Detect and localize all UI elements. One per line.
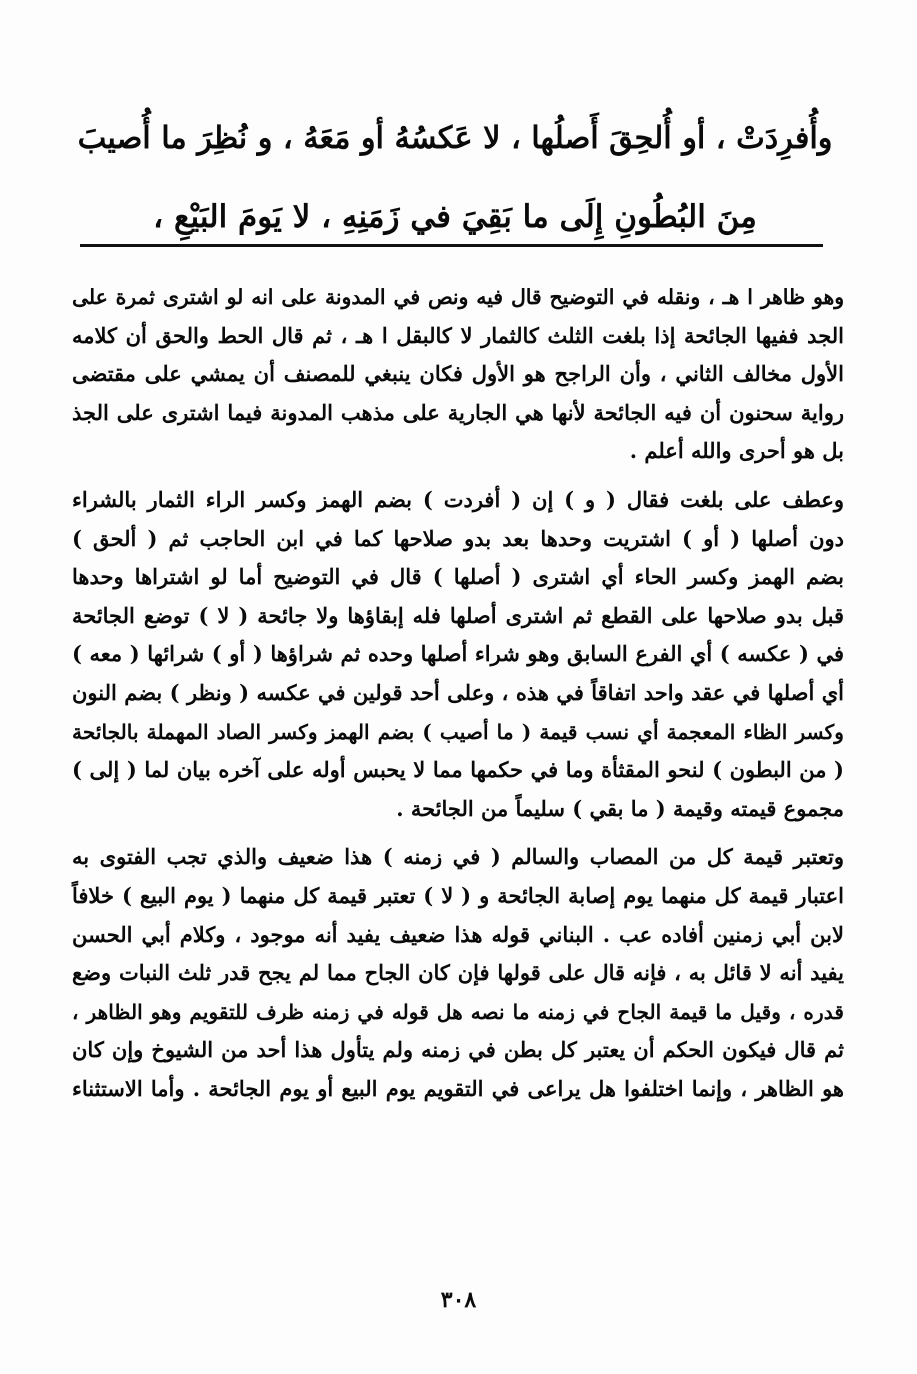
- text-line: ( من البطون ) لنحو المقثأة وما في حكمها مما لا يحبس أوله على آخره بيان لما ( إلى ): [72, 757, 844, 783]
- text-line: أي أصلها في عقد واحد اتفاقاً في هذه ، وعلى أحد قولين في عكسه ( ونظر ) بضم النون: [72, 679, 844, 705]
- text-line: رواية سحنون أن فيه الجائحة لأنها هي الجارية على مذهب المدونة فيما اشترى على الجذ: [72, 399, 844, 425]
- text-line: ثم قال فيكون الحكم أن يعتبر كل بطن في زمنه ولم يتأول هذا أحد من الشيوخ وإن كان: [72, 1037, 844, 1063]
- text-line: وعطف على بلغت فقال ( و ) إن ( أفردت ) بضم الهمز وكسر الراء الثمار بالشراء: [72, 486, 844, 512]
- text-line: قدره ، وقيل ما قيمة الجاح في زمنه ما نصه هل قوله في زمنه ظرف للتقويم وهو الظاهر ،: [72, 999, 844, 1024]
- page-number: ٣٠٨: [440, 1287, 477, 1313]
- paragraph-gap: [72, 828, 844, 838]
- commentary-text-block: [72, 278, 844, 1108]
- matn-line-2: مِنَ البُطُونِ إِلَى ما بَقِيَ في زَمَنِهِ ، لا يَومَ البَيْعِ ،: [153, 199, 757, 235]
- matn-text-block: [70, 100, 840, 256]
- commentary-paragraph: [72, 278, 844, 471]
- text-line: بل هو أحرى والله أعلم .: [629, 438, 844, 464]
- text-line: دون أصلها ( أو ) اشتريت وحدها بعد بدو صلاحها كما في ابن الحاجب ثم ( ألحق ): [72, 525, 844, 551]
- commentary-paragraph: [72, 481, 844, 828]
- paragraph-gap: [72, 471, 844, 481]
- text-line: وتعتبر قيمة كل من المصاب والسالم ( في زمنه ) هذا ضعيف والذي تجب الفتوى به: [72, 844, 844, 870]
- text-line: الجد ففيها الجائحة إذا بلغت الثلث كالثمار لا كالبقل ا هـ ، ثم قال الحط والحق أن كلامه: [72, 322, 844, 348]
- text-line: قبل بدو صلاحها على القطع ثم اشترى أصلها فله إبقاؤها ولا جائحة ( لا ) توضع الجائحة: [72, 602, 844, 628]
- text-line: اعتبار قيمة كل منهما يوم إصابة الجائحة و ( لا ) تعتبر قيمة كل منهما ( يوم البيع ) خلافاً: [72, 882, 844, 908]
- text-line: وهو ظاهر ا هـ ، ونقله في التوضيح قال فيه ونص في المدونة على انه لو اشترى ثمرة على: [72, 285, 844, 309]
- commentary-paragraph: [72, 838, 844, 1108]
- text-line: لابن أبي زمنين أفاده عب . البناني قوله هذا ضعيف يفيد أنه موجود ، وكلام أبي الحسن: [72, 921, 844, 947]
- text-line: مجموع قيمته وقيمة ( ما بقي ) سليماً من الجائحة .: [396, 795, 844, 821]
- text-line: وكسر الظاء المعجمة أي نسب قيمة ( ما أصيب ) بضم الهمز وكسر الصاد المهملة بالجائحة: [72, 719, 844, 744]
- text-line: الأول مخالف الثاني ، وأن الراجح هو الأول فكان ينبغي للمصنف أن يمشي على مقتضى: [72, 361, 844, 387]
- matn-line-1: وأُفرِدَتْ ، أو أُلحِقَ أَصلُها ، لا عَكسُهُ أو مَعَهُ ، و نُظِرَ ما أُصيبَ: [77, 121, 833, 156]
- separator-rule: [80, 244, 823, 247]
- text-line: في ( عكسه ) أي الفرع السابق وهو شراء أصلها وحده ثم شراؤها ( أو ) شرائها ( معه ): [72, 641, 844, 667]
- text-line: هو الظاهر ، وإنما اختلفوا هل يراعى في التقويم يوم البيع أو يوم الجائحة . وأما الاستثناء: [72, 1075, 844, 1101]
- text-line: يفيد أنه لا قائل به ، فإنه قال على قولها فإن كان الجاح مما لم يجح قدر ثلث النبات وضع: [72, 960, 844, 986]
- text-line: بضم الهمز وكسر الحاء أي اشترى ( أصلها ) قال في التوضيح أما لو اشتراها وحدها: [72, 564, 844, 590]
